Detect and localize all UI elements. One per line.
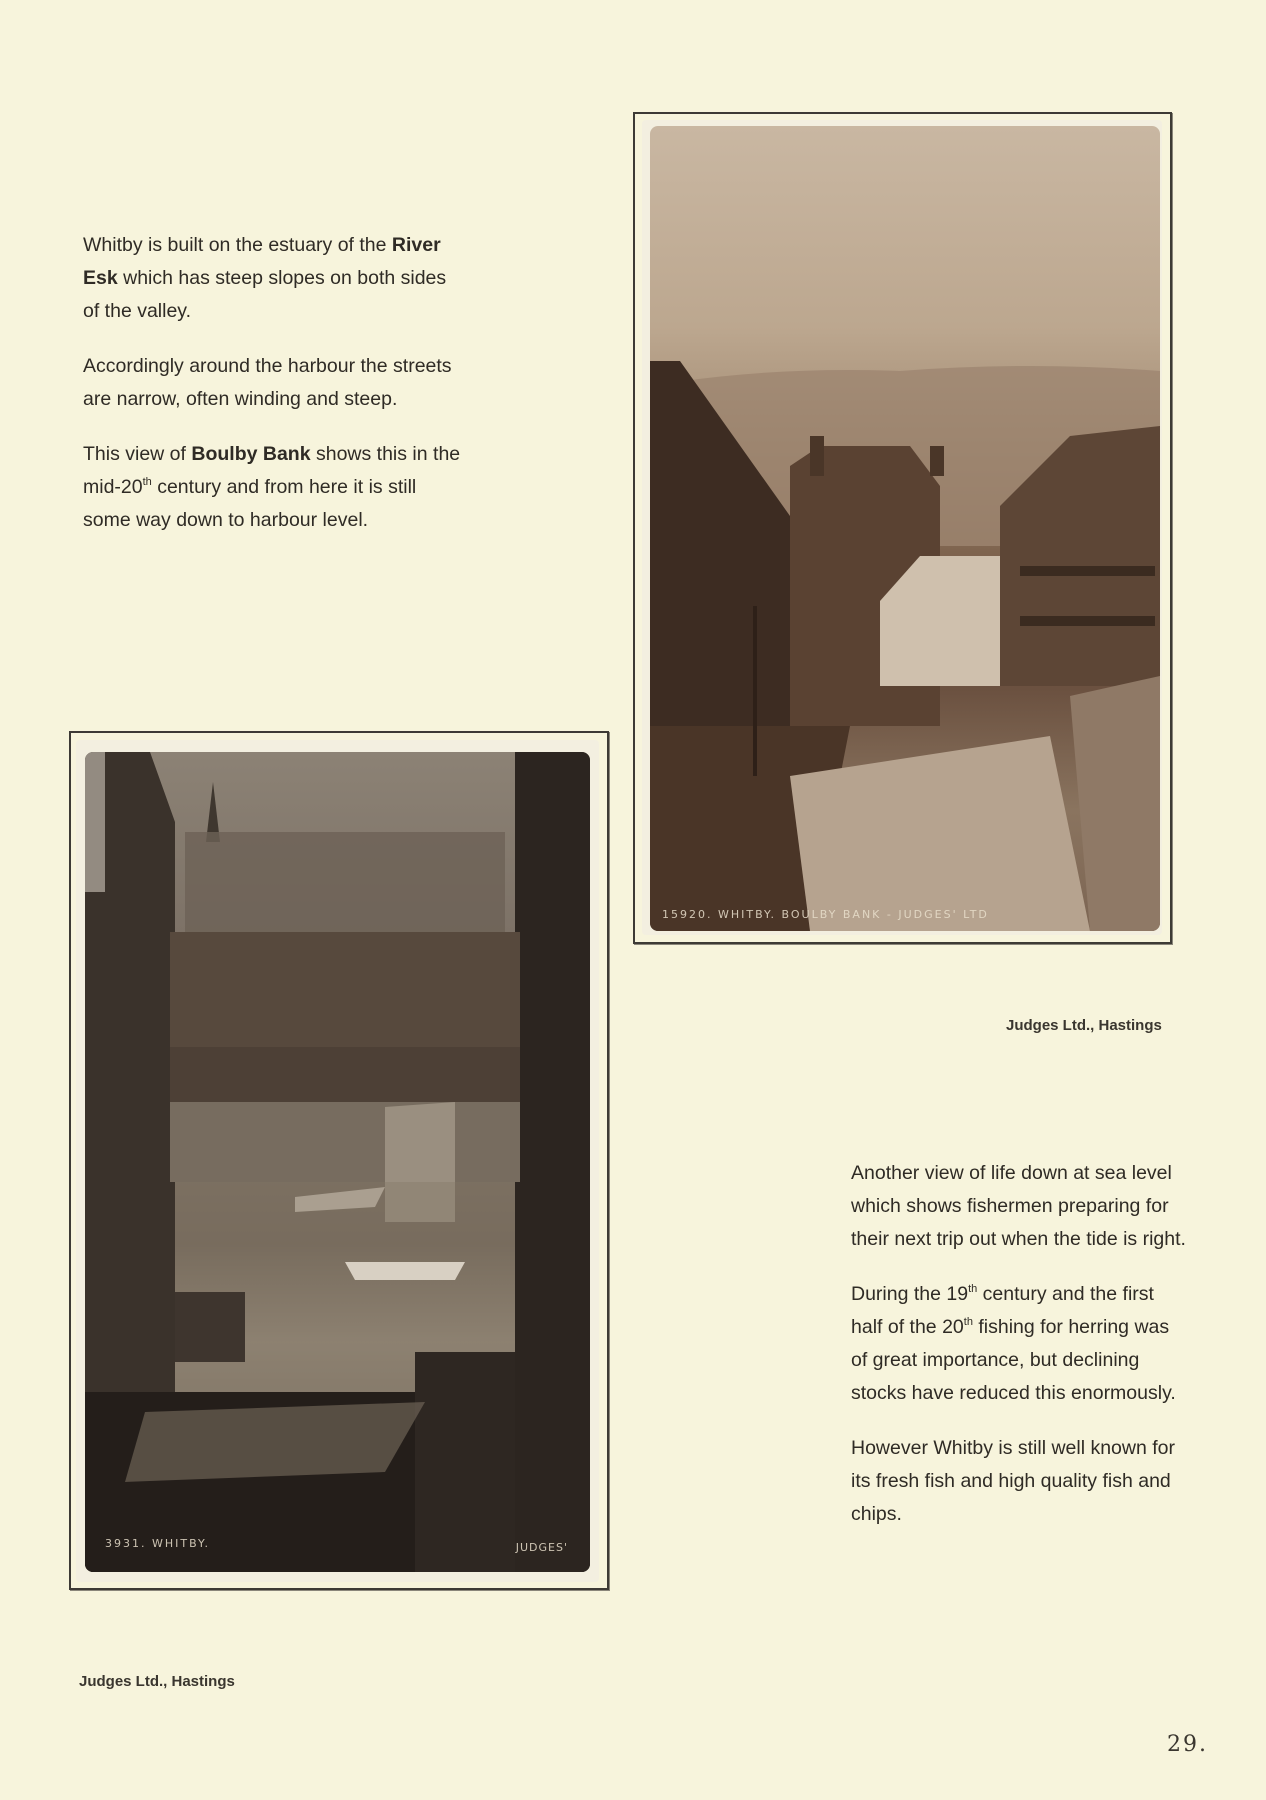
paragraph-streets: Accordingly around the harbour the streets are narrow, often winding and steep. [83,355,452,410]
text: During the 19 [851,1283,969,1305]
photo-credit-boulby-bank: Judges Ltd., Hastings [1006,1017,1162,1034]
photo-caption-harbour: 3931. WHITBY. [105,1537,211,1550]
paragraph-boulby-bank [83,438,463,537]
superscript: th [968,1283,978,1295]
paragraph-river-esk [83,229,463,328]
text: shows this in the mid-20 [83,443,461,498]
photo-illustration [85,752,590,1572]
text: This view of [83,443,192,465]
photo-caption-boulby-bank: 15920. WHITBY. BOULBY BANK - JUDGES' LTD [662,908,989,921]
text: which has steep slopes on both sides of the valley. [83,267,447,322]
bold-river-esk: River Esk [83,234,441,289]
superscript: th [963,1316,973,1328]
photo-illustration [650,126,1160,931]
text: century and the first half of the 20 [851,1283,1154,1338]
page-number: 29. [1167,1732,1208,1757]
paragraph-fish-and-chips: However Whitby is still well known for its fresh fish and high quality fish and chips. [851,1437,1176,1525]
superscript: th [142,476,152,488]
photo-caption-harbour-publisher: JUDGES' [515,1541,568,1554]
photo-credit-harbour: Judges Ltd., Hastings [79,1673,235,1690]
intro-text [83,229,463,559]
photo-boulby-bank [650,126,1160,931]
paragraph-fishermen: Another view of life down at sea level which shows fishermen preparing for their next trip out when the tide is right. [851,1162,1186,1250]
fishing-text [851,1157,1186,1553]
photo-harbour [85,752,590,1572]
text: fishing for herring was of great importance, but declining stocks have reduced this enormously. [851,1316,1176,1404]
text: Whitby is built on the estuary of the [83,234,392,256]
text: century and from here it is still some way down to harbour level. [83,476,417,531]
bold-boulby-bank: Boulby Bank [191,443,311,465]
paragraph-herring [851,1278,1186,1410]
